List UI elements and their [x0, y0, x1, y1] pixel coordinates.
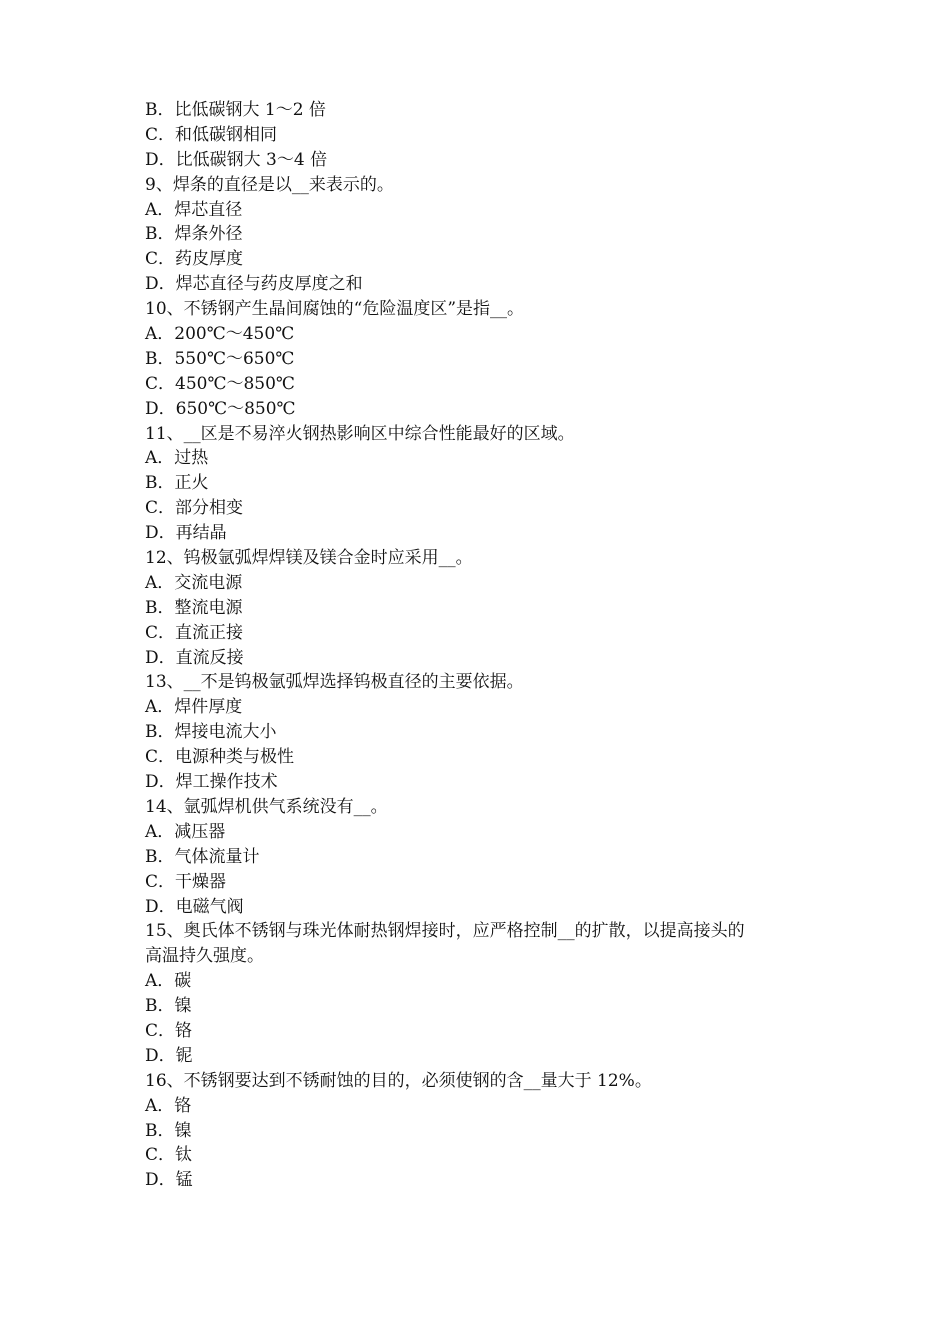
option-line: A．交流电源: [145, 572, 243, 593]
question-line: 15、奥氏体不锈钢与珠光体耐热钢焊接时，应严格控制__的扩散，以提高接头的: [145, 921, 745, 942]
option-line: B．镍: [145, 1120, 192, 1141]
question-line: 12、钨极氩弧焊焊镁及镁合金时应采用__。: [145, 548, 473, 569]
question-line: 11、__区是不易淬火钢热影响区中综合性能最好的区域。: [145, 423, 575, 444]
option-line: C．药皮厚度: [145, 249, 244, 270]
option-line: A．减压器: [145, 821, 226, 842]
option-line: C．和低碳钢相同: [145, 124, 278, 145]
option-line: B．焊接电流大小: [145, 722, 277, 743]
option-line: B．焊条外径: [145, 224, 243, 245]
question-line: 16、不锈钢要达到不锈耐蚀的目的，必须使钢的含__量大于 12%。: [145, 1070, 652, 1091]
option-line: D．电磁气阀: [145, 896, 244, 917]
option-line: B．镍: [145, 996, 192, 1017]
option-line: C．干燥器: [145, 871, 227, 892]
option-line: D．650℃～850℃: [145, 398, 296, 419]
option-line: B．整流电源: [145, 597, 243, 618]
option-line: C．电源种类与极性: [145, 747, 295, 768]
option-line: C．直流正接: [145, 622, 244, 643]
option-line: A．200℃～450℃: [145, 324, 295, 345]
option-line: D．比低碳钢大 3～4 倍: [145, 149, 328, 170]
question-line: 13、__不是钨极氩弧焊选择钨极直径的主要依据。: [145, 672, 524, 693]
option-line: D．锰: [145, 1170, 193, 1191]
option-line: B．正火: [145, 473, 209, 494]
option-line: A．铬: [145, 1095, 192, 1116]
option-line: B．550℃～650℃: [145, 348, 295, 369]
option-line: A．过热: [145, 448, 209, 469]
question-line-continued: 高温持久强度。: [145, 946, 264, 967]
option-line: C．钛: [145, 1145, 193, 1166]
option-line: D．再结晶: [145, 523, 227, 544]
option-line: A．焊件厚度: [145, 697, 243, 718]
option-line: B．气体流量计: [145, 846, 260, 867]
option-line: D．铌: [145, 1045, 193, 1066]
option-line: D．焊芯直径与药皮厚度之和: [145, 274, 363, 295]
option-line: C．铬: [145, 1020, 193, 1041]
document-page: [145, 98, 825, 1193]
option-line: A．碳: [145, 971, 192, 992]
question-line: 14、氩弧焊机供气系统没有__。: [145, 796, 388, 817]
question-line: 9、焊条的直径是以__来表示的。: [145, 174, 394, 195]
option-line: C．部分相变: [145, 498, 244, 519]
option-line: A．焊芯直径: [145, 199, 243, 220]
option-line: D．焊工操作技术: [145, 772, 278, 793]
option-line: B．比低碳钢大 1～2 倍: [145, 100, 326, 120]
option-line: D．直流反接: [145, 647, 244, 668]
question-line: 10、不锈钢产生晶间腐蚀的“危险温度区”是指__。: [145, 299, 525, 320]
option-line: C．450℃～850℃: [145, 373, 295, 394]
